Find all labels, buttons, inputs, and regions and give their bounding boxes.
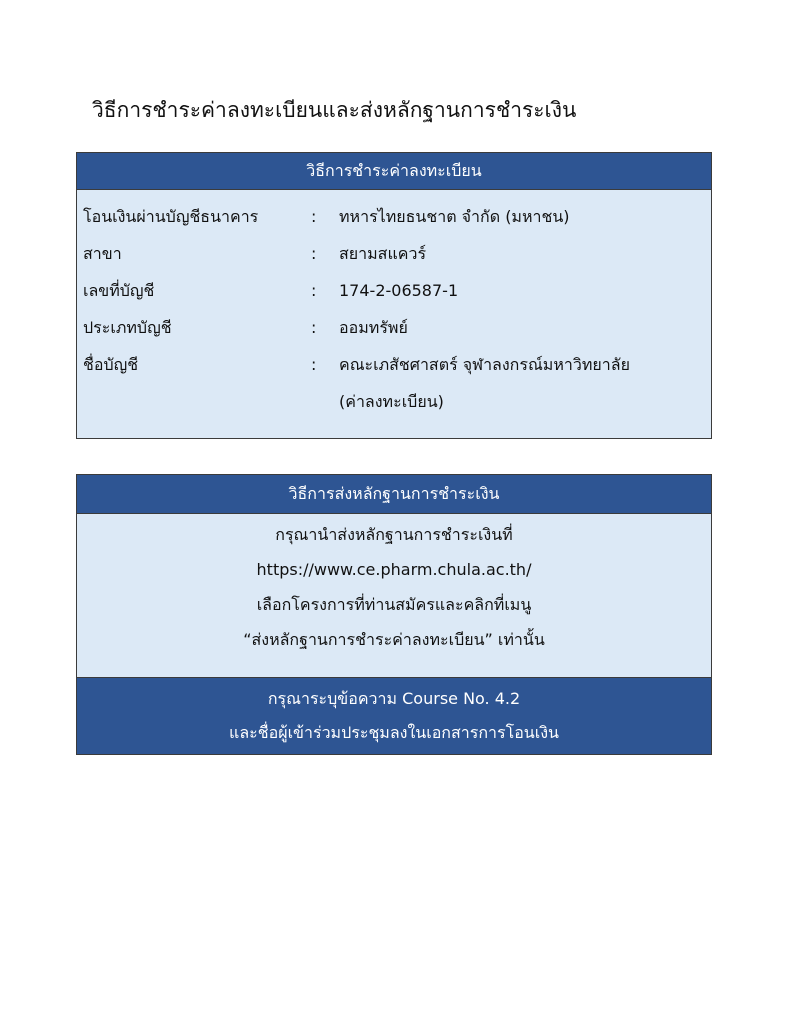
page-title: วิธีการชำระค่าลงทะเบียนและส่งหลักฐานการชำระเงิน [92, 98, 577, 122]
account-name-continuation-row [77, 383, 711, 420]
colon: : [311, 207, 317, 226]
account-name-continuation: (ค่าลงทะเบียน) [339, 392, 444, 411]
bank-label: โอนเงินผ่านบัญชีธนาคาร [83, 207, 259, 226]
account-type-value: ออมทรัพย์ [339, 318, 408, 337]
note-line: กรุณาระบุข้อความ Course No. 4.2 [267, 689, 521, 708]
colon: : [311, 318, 317, 337]
branch-row [77, 235, 711, 272]
account-name-value: คณะเภสัชศาสตร์ จุฬาลงกรณ์มหาวิทยาลัย [339, 355, 630, 374]
account-name-row [77, 346, 711, 383]
payment-method-header: วิธีการชำระค่าลงทะเบียน [77, 153, 711, 190]
bank-row [77, 198, 711, 235]
account-number-value: 174-2-06587-1 [339, 281, 459, 300]
payment-method-table [76, 152, 712, 439]
instruction-line: “ส่งหลักฐานการชำระค่าลงทะเบียน” เท่านั้น [243, 630, 545, 649]
website-link[interactable]: https://www.ce.pharm.chula.ac.th/ [256, 560, 532, 579]
account-type-label: ประเภทบัญชี [83, 318, 172, 337]
colon: : [311, 355, 317, 374]
colon: : [311, 244, 317, 263]
account-number-label: เลขที่บัญชี [83, 281, 155, 300]
instruction-line: เลือกโครงการที่ท่านสมัครและคลิกที่เมนู [256, 595, 532, 614]
proof-submission-table [76, 474, 712, 755]
colon: : [311, 281, 317, 300]
account-name-label: ชื่อบัญชี [83, 355, 139, 374]
account-number-row [77, 272, 711, 309]
branch-label: สาขา [83, 244, 122, 263]
course-note [77, 677, 711, 754]
proof-submission-header: วิธีการส่งหลักฐานการชำระเงิน [77, 475, 711, 514]
note-line: และชื่อผู้เข้าร่วมประชุมลงในเอกสารการโอนเงิน [229, 723, 559, 742]
bank-value: ทหารไทยธนชาต จำกัด (มหาชน) [339, 207, 570, 226]
branch-value: สยามสแควร์ [339, 244, 427, 263]
account-type-row [77, 309, 711, 346]
instruction-line: กรุณานำส่งหลักฐานการชำระเงินที่ [275, 525, 513, 544]
